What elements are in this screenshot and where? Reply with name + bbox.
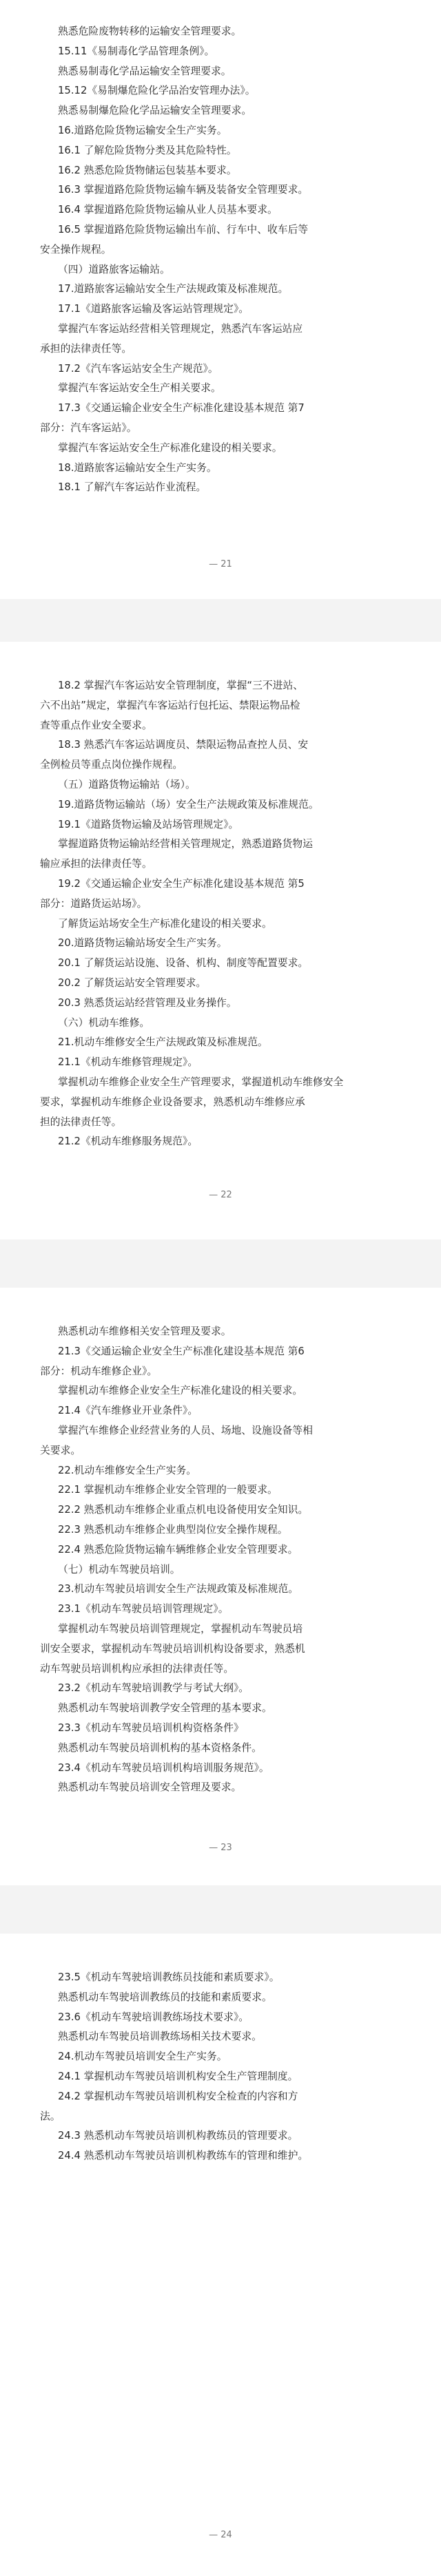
text-line	[0, 1778, 441, 1797]
text-line	[0, 141, 441, 160]
text-line-content: 15.11《易制毒化学品管理条例》。	[58, 45, 215, 57]
text-line-content: 17.2《汽车客运站安全生产规范》。	[58, 362, 218, 375]
text-line-content: 24.2 掌握机动车驾驶员培训机构安全检查的内容和方	[58, 2090, 298, 2102]
text-line	[0, 934, 441, 953]
text-line-content: 20.1 了解货运站设施、设备、机构、制度等配置要求。	[58, 957, 309, 970]
text-line	[0, 419, 441, 438]
document-page	[0, 0, 441, 599]
text-line-content: 16.2 熟悉危险货物储运包装基本要求。	[58, 164, 237, 176]
text-line-content: 24.1 掌握机动车驾驶员培训机构安全生产管理制度。	[58, 2071, 298, 2082]
text-line-content: 18.3 熟悉汽车客运站调度员、禁限运物品查控人员、安	[58, 739, 309, 751]
document-page	[0, 1934, 441, 2576]
text-line-content: 17.道路旅客运输站安全生产法规政策及标准规范。	[58, 283, 289, 295]
text-line-content: 熟悉机动车驾驶培训教练员的技能和素质要求。	[58, 1991, 272, 2003]
text-line-content: 24.机动车驾驶员培训安全生产实务。	[58, 2051, 227, 2063]
page-number: — 21	[209, 559, 232, 569]
text-line-content: 24.4 熟悉机动车驾驶员培训机构教练车的管理和维护。	[58, 2150, 309, 2162]
document-page	[0, 1288, 441, 1885]
text-line-content: 承担的法律责任等。	[40, 342, 132, 355]
text-line	[0, 1500, 441, 1520]
text-line-content: 21.3《交通运输企业安全生产标准化建设基本规范 第6	[58, 1345, 305, 1357]
text-line	[0, 1759, 441, 1778]
text-line	[0, 875, 441, 894]
text-line	[0, 1560, 441, 1580]
text-line	[0, 2107, 441, 2126]
text-line-content: 掌握汽车维修企业经营业务的人员、场地、设施设备等相	[58, 1425, 313, 1436]
text-line	[0, 200, 441, 220]
text-line	[0, 954, 441, 973]
text-line-content: 21.1《机动车维修管理规定》。	[58, 1056, 198, 1069]
text-line-content: （四）道路旅客运输站。	[58, 263, 170, 275]
text-line-content: 20.2 了解货运站安全管理要求。	[58, 977, 207, 989]
text-line-content: 20.道路货物运输站场安全生产实务。	[58, 937, 227, 950]
text-line	[0, 1520, 441, 1540]
text-line	[0, 1322, 441, 1341]
text-line-content: 22.4 熟悉危险货物运输车辆维修企业安全管理要求。	[58, 1543, 298, 1556]
text-line-content: （七）机动车驾驶员培训。	[58, 1563, 181, 1575]
text-line-content: 16.5 掌握道路危险货物运输出车前、行车中、收车后等	[58, 224, 309, 235]
text-line-content: 22.3 熟悉机动车维修企业典型岗位安全操作规程。	[58, 1524, 288, 1536]
text-line-content: 熟悉机动车驾驶培训教学安全管理的基本要求。	[58, 1702, 272, 1715]
text-line	[0, 1620, 441, 1639]
text-line	[0, 1580, 441, 1599]
text-line	[0, 2146, 441, 2166]
text-line	[0, 1113, 441, 1132]
text-line-content: 六不出站”规定，掌握汽车客运站行包托运、禁限运物品检	[40, 699, 300, 711]
text-line	[0, 1968, 441, 1987]
text-line	[0, 1421, 441, 1441]
text-line	[0, 2087, 441, 2106]
text-line	[0, 2027, 441, 2046]
text-line-content: 熟悉机动车驾驶员培训机构的基本资格条件。	[58, 1741, 262, 1754]
text-line-content: 23.1《机动车驾驶员培训管理规定》。	[58, 1603, 229, 1615]
text-line-content: 查等重点作业安全要求。	[40, 719, 152, 731]
text-line-content: 21.2《机动车维修服务规范》。	[58, 1135, 198, 1148]
text-line-content: 掌握汽车客运站安全生产相关要求。	[58, 382, 221, 395]
text-line	[0, 161, 441, 180]
text-line-content: （五）道路货物运输站（场）。	[58, 779, 196, 790]
text-line-content: 18.1 了解汽车客运站作业流程。	[58, 481, 207, 494]
text-line-content: 熟悉机动车驾驶员培训教练场相关技术要求。	[58, 2031, 262, 2043]
text-line	[0, 300, 441, 319]
text-line-content: 全例检员等重点岗位操作规程。	[40, 759, 183, 771]
page-number: — 24	[209, 2530, 232, 2540]
text-line-content: 要求，掌握机动车维修企业设备要求，熟悉机动车维修应承	[40, 1096, 305, 1108]
text-line	[0, 914, 441, 934]
text-line-content: 24.3 熟悉机动车驾驶员培训机构教练员的管理要求。	[58, 2130, 298, 2142]
text-line	[0, 696, 441, 715]
text-line	[0, 755, 441, 775]
text-line-content: 16.道路危险货物运输安全生产实务。	[58, 125, 227, 136]
page-gap	[0, 599, 441, 642]
text-line-content: 部分：道路货运站场》。	[40, 897, 147, 910]
text-line-content: 掌握汽车客运站经营相关管理规定，熟悉汽车客运站应	[58, 323, 303, 335]
text-line-content: 19.2《交通运输企业安全生产标准化建设基本规范 第5	[58, 878, 305, 890]
text-line-content: 23.6《机动车驾驶培训教练场技术要求》。	[58, 2011, 249, 2023]
text-line	[0, 81, 441, 101]
text-line	[0, 180, 441, 200]
text-line-content: 熟悉危险废物转移的运输安全管理要求。	[58, 25, 242, 37]
text-line	[0, 735, 441, 755]
text-line	[0, 1441, 441, 1460]
text-line	[0, 835, 441, 854]
text-line	[0, 1739, 441, 1758]
text-line-content: 关要求。	[40, 1444, 81, 1456]
text-line-content: 22.机动车维修安全生产实务。	[58, 1464, 197, 1476]
text-line-content: 19.1《道路货物运输及站场管理规定》。	[58, 818, 239, 830]
text-line-content: 16.3 掌握道路危险货物运输车辆及装备安全管理要求。	[58, 184, 309, 196]
text-line	[0, 62, 441, 81]
text-line-content: 16.4 掌握道路危险货物运输从业人员基本要求。	[58, 204, 278, 216]
page-number: — 22	[209, 1190, 232, 1200]
text-line	[0, 101, 441, 121]
text-line-content: 安全操作规程。	[40, 243, 112, 255]
text-line-content: 熟悉易制爆危险化学品运输安全管理要求。	[58, 105, 252, 117]
text-line-content: 23.5《机动车驾驶培训教练员技能和素质要求》。	[58, 1971, 280, 1983]
text-line	[0, 1540, 441, 1560]
text-line-content: 动车驾驶员培训机构应承担的法律责任等。	[40, 1662, 234, 1675]
text-line-content: 掌握机动车维修企业安全生产标准化建设的相关要求。	[58, 1385, 303, 1397]
text-line-content: 18.2 掌握汽车客运站安全管理制度，掌握“三不进站、	[58, 680, 304, 691]
text-line	[0, 1640, 441, 1659]
text-line	[0, 260, 441, 280]
text-line	[0, 2067, 441, 2086]
text-line-content: 21.4《汽车维修业开业条件》。	[58, 1405, 198, 1417]
text-line	[0, 1659, 441, 1679]
text-line	[0, 1401, 441, 1421]
text-line	[0, 1342, 441, 1361]
text-line	[0, 795, 441, 815]
text-line	[0, 855, 441, 874]
document-page	[0, 642, 441, 1239]
text-line-content: 22.1 掌握机动车维修企业安全管理的一般要求。	[58, 1484, 278, 1496]
text-line	[0, 775, 441, 795]
text-line	[0, 2047, 441, 2066]
text-line-content: 部分：汽车客运站》。	[40, 422, 137, 434]
text-line	[0, 1480, 441, 1500]
text-line-content: 熟悉易制毒化学品运输安全管理要求。	[58, 65, 232, 77]
text-line	[0, 1132, 441, 1151]
text-line-content: 15.12《易制爆危险化学品治安管理办法》。	[58, 85, 256, 97]
text-line	[0, 815, 441, 835]
text-line-content: 16.1 了解危险货物分类及其危险特性。	[58, 144, 237, 156]
text-line	[0, 478, 441, 497]
text-line-content: 熟悉机动车驾驶员培训安全管理及要求。	[58, 1781, 242, 1794]
text-line-content: 17.3《交通运输企业安全生产标准化建设基本规范 第7	[58, 402, 305, 415]
text-line-content: 23.4《机动车驾驶员培训机构培训服务规范》。	[58, 1761, 269, 1774]
text-line	[0, 974, 441, 993]
text-line-content: 训安全要求，掌握机动车驾驶员培训机构设备要求，熟悉机	[40, 1642, 305, 1655]
text-line	[0, 1461, 441, 1480]
text-line	[0, 716, 441, 735]
text-line	[0, 1679, 441, 1698]
text-line-content: 担的法律责任等。	[40, 1116, 122, 1128]
text-line-content: 23.2《机动车驾驶培训教学与考试大纲》。	[58, 1682, 249, 1695]
text-line	[0, 1699, 441, 1718]
text-line	[0, 1073, 441, 1092]
text-line	[0, 2126, 441, 2146]
text-line-content: 21.机动车维修安全生产法规政策及标准规范。	[58, 1036, 268, 1049]
text-line	[0, 121, 441, 140]
text-line	[0, 240, 441, 260]
page-gap	[0, 1239, 441, 1288]
text-line	[0, 320, 441, 339]
text-line-content: （六）机动车维修。	[58, 1016, 150, 1029]
text-line	[0, 1093, 441, 1112]
text-line	[0, 1014, 441, 1033]
text-line-content: 18.道路旅客运输站安全生产实务。	[58, 461, 217, 474]
text-line	[0, 2008, 441, 2027]
text-line-content: 掌握机动车维修企业安全生产管理要求，掌握道机动车维修安全	[58, 1076, 344, 1088]
text-line-content: 了解货运站场安全生产标准化建设的相关要求。	[58, 917, 272, 930]
text-line	[0, 22, 441, 41]
text-line-content: 掌握汽车客运站安全生产标准化建设的相关要求。	[58, 441, 283, 454]
text-line	[0, 280, 441, 299]
text-line	[0, 1988, 441, 2007]
text-line	[0, 1362, 441, 1381]
text-line	[0, 894, 441, 914]
text-line	[0, 1053, 441, 1072]
text-line	[0, 1381, 441, 1401]
text-line	[0, 339, 441, 359]
text-line-content: 掌握道路货物运输站经营相关管理规定，熟悉道路货物运	[58, 838, 313, 850]
text-line	[0, 1033, 441, 1052]
text-line	[0, 1719, 441, 1738]
page-number: — 23	[209, 1843, 232, 1853]
text-line-content: 20.3 熟悉货运站经营管理及业务操作。	[58, 996, 237, 1009]
text-line	[0, 994, 441, 1013]
text-line-content: 熟悉机动车维修相关安全管理及要求。	[58, 1326, 232, 1337]
page-gap	[0, 1885, 441, 1934]
text-line-content: 输应承担的法律责任等。	[40, 858, 152, 870]
text-line-content: 法。	[40, 2110, 61, 2122]
text-line-content: 17.1《道路旅客运输及客运站管理规定》。	[58, 303, 249, 315]
text-line-content: 部分：机动车维修企业》。	[40, 1365, 158, 1377]
text-line-content: 19.道路货物运输站（场）安全生产法规政策及标准规范。	[58, 798, 319, 810]
text-line	[0, 359, 441, 379]
text-line-content: 22.2 熟悉机动车维修企业重点机电设备使用安全知识。	[58, 1504, 309, 1516]
text-line-content: 掌握机动车驾驶员培训管理规定，掌握机动车驾驶员培	[58, 1623, 303, 1635]
text-line-content: 23.机动车驾驶员培训安全生产法规政策及标准规范。	[58, 1583, 299, 1595]
text-line	[0, 1600, 441, 1619]
text-line	[0, 379, 441, 398]
text-line	[0, 220, 441, 240]
text-line	[0, 399, 441, 418]
text-line	[0, 676, 441, 695]
text-line	[0, 42, 441, 61]
text-line	[0, 459, 441, 478]
text-line	[0, 439, 441, 458]
text-line-content: 23.3《机动车驾驶员培训机构资格条件》	[58, 1722, 244, 1734]
